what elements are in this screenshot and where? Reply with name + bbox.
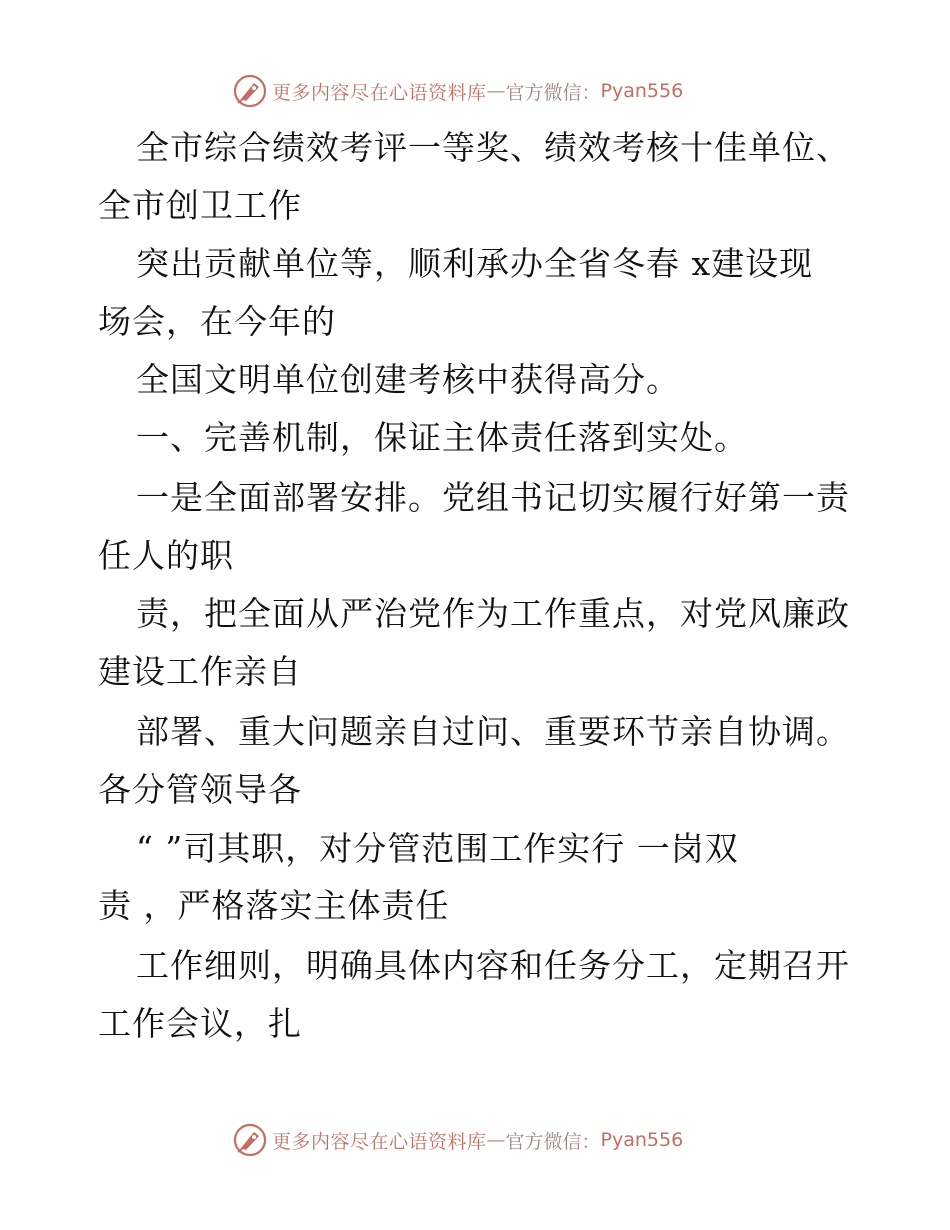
watermark-label: 官方微信： bbox=[505, 81, 601, 104]
body-line: 全市综合绩效考评一等奖、绩效考核十佳单位、 bbox=[136, 128, 850, 167]
watermark-site-text: 更多内容尽在心语资料库 bbox=[272, 81, 487, 104]
body-line: 建设工作亲自 bbox=[98, 652, 302, 691]
body-line: 责 ，严格落实主体责任 bbox=[98, 886, 450, 925]
pen-nib-logo-icon bbox=[232, 1122, 268, 1158]
pen-nib-logo-icon bbox=[232, 73, 268, 109]
body-line: 责，把全面从严治党作为工作重点，对党风廉政 bbox=[136, 594, 850, 633]
body-line: 工作细则，明确具体内容和任务分工，定期召开 bbox=[136, 946, 850, 985]
watermark-separator: — bbox=[486, 80, 506, 102]
body-line: 工作会议，扎 bbox=[98, 1004, 302, 1043]
body-line: 突出贡献单位等，顺利承办全省冬春 x建设现 bbox=[136, 244, 814, 283]
watermark-site-text: 更多内容尽在心语资料库 bbox=[272, 1130, 487, 1153]
body-line: “ ”司其职，对分管范围工作实行 一岗双 bbox=[136, 829, 739, 868]
body-line: 一、完善机制，保证主体责任落到实处。 bbox=[136, 418, 748, 457]
body-line: 部署、重大问题亲自过问、重要环节亲自协调。 bbox=[136, 712, 850, 751]
body-line: 任人的职 bbox=[98, 536, 234, 575]
body-line: 全市创卫工作 bbox=[98, 186, 302, 225]
watermark-separator: — bbox=[486, 1129, 506, 1151]
body-line: 全国文明单位创建考核中获得高分。 bbox=[136, 360, 680, 399]
watermark-wechat-id: Pyan556 bbox=[600, 80, 684, 102]
watermark-footer bbox=[232, 1121, 683, 1159]
watermark-header bbox=[232, 72, 683, 110]
body-line: 场会，在今年的 bbox=[98, 302, 336, 341]
watermark-label: 官方微信： bbox=[505, 1130, 601, 1153]
body-line: 各分管领导各 bbox=[98, 770, 302, 809]
body-line: 一是全面部署安排。党组书记切实履行好第一责 bbox=[136, 478, 850, 517]
watermark-wechat-id: Pyan556 bbox=[600, 1129, 684, 1151]
